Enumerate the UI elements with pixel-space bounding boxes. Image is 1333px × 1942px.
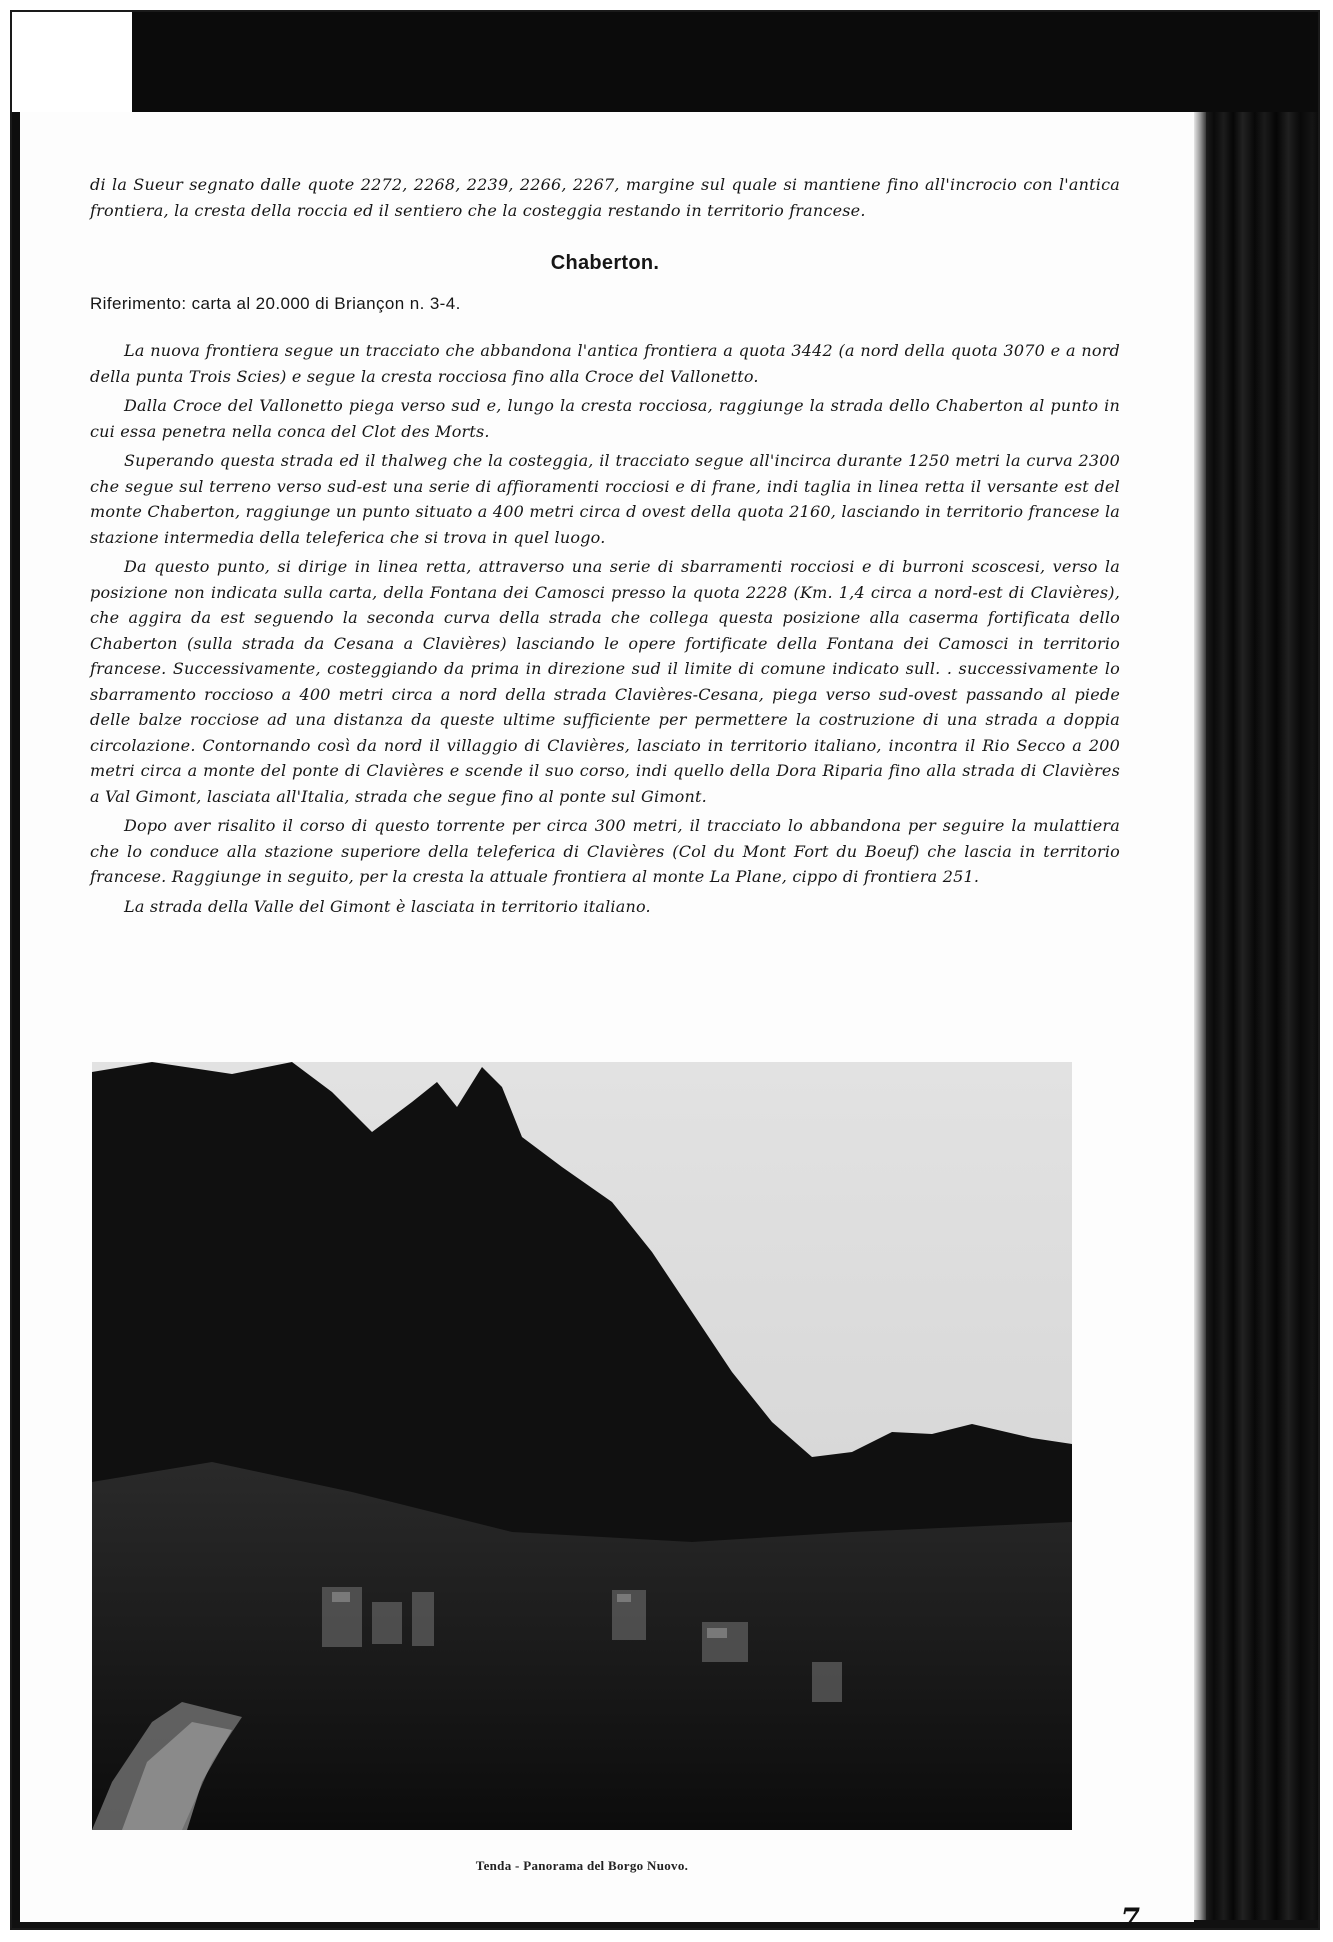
map-reference: Riferimento: carta al 20.000 di Briançon n. 3-4. (90, 293, 461, 313)
section-heading: Chaberton. (550, 252, 660, 274)
page-gutter-shadow (1194, 112, 1206, 1922)
scan-top-left-margin (12, 12, 132, 112)
body-paragraph: Superando questa strada ed il thalweg che la costeggia, il tracciato segue all'incirca durante 1250 metri la curva 2300 che segue sul terreno verso sud-est una serie di affioramenti rocciosi e di frane, indi taglia in linea retta il versante est del monte Chaberton, raggiunge un punto situato a 400 metri circa d ovest della quota 2160, lasciando in territorio francese la stazione intermedia della teleferica che si trova in quel luogo. (90, 451, 1120, 547)
intro-paragraph: di la Sueur segnato dalle quote 2272, 2268, 2239, 2266, 2267, margine sul quale si mantiene fino all'incrocio con l'antica frontiera, la cresta della roccia ed il sentiero che la costeggia restando in territorio francese. (90, 175, 1120, 220)
scan-left-border (12, 112, 20, 1922)
body-paragraph: Da questo punto, si dirige in linea retta, attraverso una serie di sbarramenti rocciosi e di burroni scoscesi, verso la posizione non indicata sulla carta, della Fontana dei Camosci presso la quota 2228 (Km. 1,4 circa a nord-est di Clavières), che aggira da est seguendo la seconda curva della strada che collega questa posizione alla caserma fortificata dello Chaberton (sulla strada da Cesana a Clavières) lasciando le opere fortificate della Fontana dei Camosci in territorio francese. Successivamente, costeggiando da prima in direzione sud il limite di comune indicato sull. . successivamente lo sbarramento roccioso a 400 metri circa a nord della strada Clavières-Cesana, piega verso sud-ovest passando al piede delle balze rocciose ad una distanza da queste ultime sufficiente per permettere la costruzione di una strada a doppia circolazione. Contornando così da nord il villaggio di Clavières, lasciato in territorio italiano, incontra il Rio Secco a 200 metri circa a monte del ponte di Clavières e scende il suo corso, indi quello della Dora Riparia fino alla strada di Clavières a Val Gimont, lasciata all'Italia, strada che segue fino al ponte sul Gimont. (90, 557, 1120, 806)
text-column (90, 172, 1120, 923)
body-paragraph: Dalla Croce del Vallonetto piega verso sud e, lungo la cresta rocciosa, raggiunge la strada dello Chaberton al punto in cui essa penetra nella conca del Clot des Morts. (90, 396, 1120, 441)
scan-top-border (12, 12, 1320, 112)
book-page (20, 112, 1194, 1930)
body-paragraph: La strada della Valle del Gimont è lasciata in territorio italiano. (124, 896, 651, 916)
scanned-page-frame (10, 10, 1320, 1930)
body-paragraph: La nuova frontiera segue un tracciato che abbandona l'antica frontiera a quota 3442 (a nord della quota 3070 e a nord della punta Trois Scies) e segue la cresta rocciosa fino alla Croce del Vallonetto. (90, 341, 1120, 386)
page-number: 7 (1120, 1902, 1140, 1930)
body-paragraph: Dopo aver risalito il corso di questo torrente per circa 300 metri, il tracciato lo abbandona per seguire la mulattiera che lo conduce alla stazione superiore della teleferica di Clavières (Col du Mont Fort du Boeuf) che lascia in territorio francese. Raggiunge in seguito, per la cresta la attuale frontiera al monte La Plane, cippo di frontiera 251. (90, 816, 1120, 886)
photo-caption: Tenda - Panorama del Borgo Nuovo. (475, 1858, 689, 1873)
book-page-edges (1202, 112, 1320, 1922)
panorama-photograph (92, 1062, 1072, 1830)
